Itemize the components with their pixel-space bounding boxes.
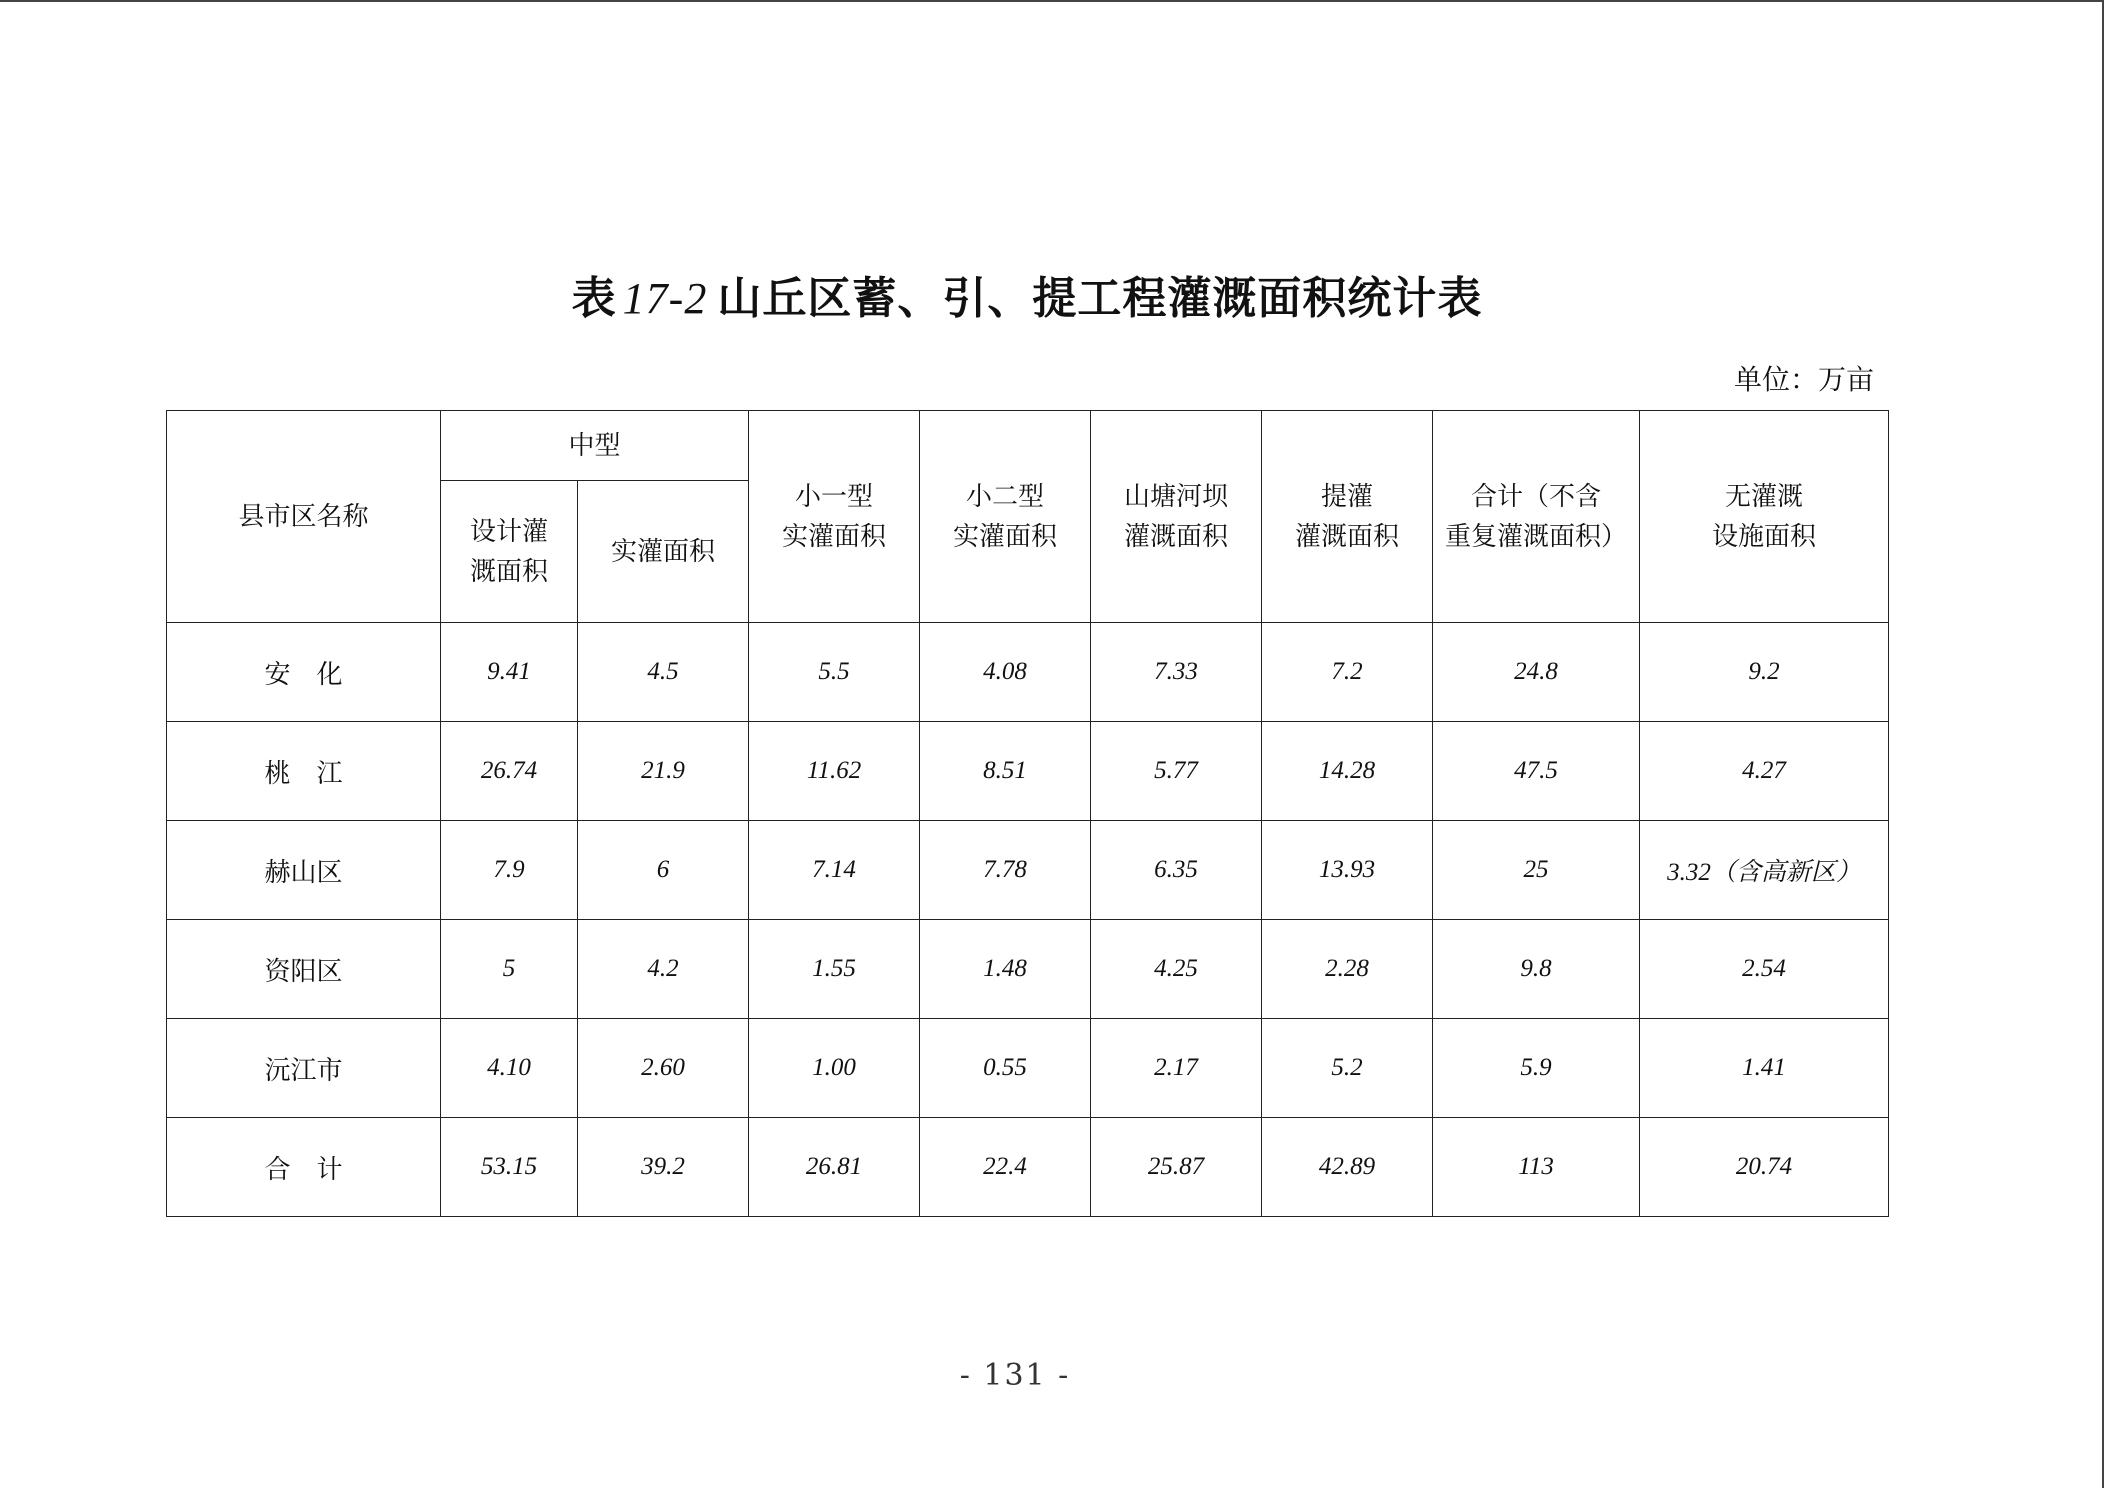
table-row [167, 821, 1889, 920]
value-cell: 53.15 [441, 1118, 578, 1217]
header-no-facility: 无灌溉 设施面积 [1640, 411, 1889, 623]
value-cell: 1.48 [920, 920, 1091, 1019]
county-name-cell: 桃 江 [167, 722, 441, 821]
header-ponds: 山塘河坝 灌溉面积 [1091, 411, 1262, 623]
value-cell: 26.74 [441, 722, 578, 821]
value-cell: 2.60 [578, 1019, 749, 1118]
value-cell: 113 [1433, 1118, 1640, 1217]
header-medium: 中型 [441, 411, 749, 481]
title-text: 山丘区蓄、引、提工程灌溉面积统计表 [717, 273, 1483, 324]
value-cell: 4.25 [1091, 920, 1262, 1019]
table-row [167, 722, 1889, 821]
value-cell: 9.41 [441, 623, 578, 722]
value-cell: 8.51 [920, 722, 1091, 821]
value-cell: 9.8 [1433, 920, 1640, 1019]
table-row [167, 1019, 1889, 1118]
value-cell: 25.87 [1091, 1118, 1262, 1217]
title-number: 17-2 [622, 274, 708, 323]
page-border-top [0, 0, 2104, 2]
value-cell: 0.55 [920, 1019, 1091, 1118]
header-small1: 小一型 实灌面积 [749, 411, 920, 623]
table-row [167, 920, 1889, 1019]
header-county: 县市区名称 [167, 411, 441, 623]
value-cell: 20.74 [1640, 1118, 1889, 1217]
value-cell: 9.2 [1640, 623, 1889, 722]
county-name-cell: 资阳区 [167, 920, 441, 1019]
table-title [0, 262, 2054, 326]
value-cell: 5 [441, 920, 578, 1019]
value-cell: 6 [578, 821, 749, 920]
value-cell: 24.8 [1433, 623, 1640, 722]
value-cell: 26.81 [749, 1118, 920, 1217]
header-small2: 小二型 实灌面积 [920, 411, 1091, 623]
value-cell: 4.27 [1640, 722, 1889, 821]
value-cell: 6.35 [1091, 821, 1262, 920]
value-cell: 5.2 [1262, 1019, 1433, 1118]
table-row [167, 1118, 1889, 1217]
value-cell: 42.89 [1262, 1118, 1433, 1217]
value-cell: 4.10 [441, 1019, 578, 1118]
page-number: - 131 - [959, 1358, 1071, 1393]
value-cell: 25 [1433, 821, 1640, 920]
value-cell: 1.41 [1640, 1019, 1889, 1118]
value-cell: 1.55 [749, 920, 920, 1019]
irrigation-table [166, 410, 1889, 1217]
header-medium-actual: 实灌面积 [578, 481, 749, 623]
value-cell: 7.78 [920, 821, 1091, 920]
value-cell: 14.28 [1262, 722, 1433, 821]
header-medium-design: 设计灌 溉面积 [441, 481, 578, 623]
county-name-cell: 安 化 [167, 623, 441, 722]
unit-label: 单位：万亩 [1733, 363, 1874, 396]
value-cell: 5.5 [749, 623, 920, 722]
value-cell: 3.32（含高新区） [1640, 821, 1889, 920]
value-cell: 39.2 [578, 1118, 749, 1217]
value-cell: 11.62 [749, 722, 920, 821]
table-body [167, 623, 1889, 1217]
county-name-cell: 沅江市 [167, 1019, 441, 1118]
header-total: 合计（不含 重复灌溉面积） [1433, 411, 1640, 623]
value-cell: 22.4 [920, 1118, 1091, 1217]
county-name-cell: 合 计 [167, 1118, 441, 1217]
header-pump: 提灌 灌溉面积 [1262, 411, 1433, 623]
value-cell: 7.9 [441, 821, 578, 920]
value-cell: 2.54 [1640, 920, 1889, 1019]
value-cell: 7.14 [749, 821, 920, 920]
value-cell: 1.00 [749, 1019, 920, 1118]
value-cell: 4.08 [920, 623, 1091, 722]
value-cell: 4.5 [578, 623, 749, 722]
title-prefix: 表 [571, 273, 617, 324]
value-cell: 21.9 [578, 722, 749, 821]
value-cell: 4.2 [578, 920, 749, 1019]
table-row [167, 623, 1889, 722]
value-cell: 47.5 [1433, 722, 1640, 821]
value-cell: 13.93 [1262, 821, 1433, 920]
value-cell: 7.2 [1262, 623, 1433, 722]
value-cell: 5.77 [1091, 722, 1262, 821]
value-cell: 7.33 [1091, 623, 1262, 722]
county-name-cell: 赫山区 [167, 821, 441, 920]
value-cell: 2.28 [1262, 920, 1433, 1019]
value-cell: 2.17 [1091, 1019, 1262, 1118]
value-cell: 5.9 [1433, 1019, 1640, 1118]
